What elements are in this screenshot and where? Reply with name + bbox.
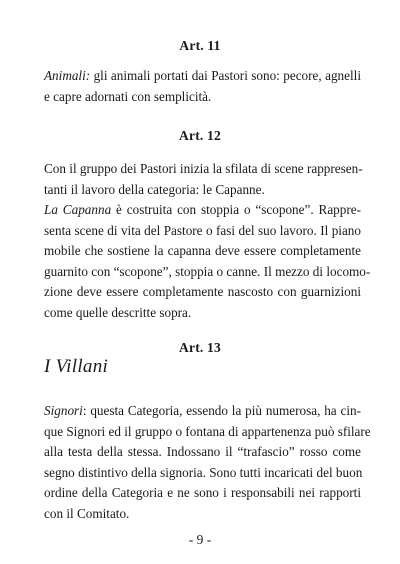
article-12-heading: Art. 12 [179,128,221,143]
text-line: que Signori ed il gruppo o fontana di appartenenza può sfilare [44,423,371,439]
text-line: alla testa della stessa. Indossano il “trafascio” rosso come [44,444,361,460]
text-line [44,401,361,422]
text-span: è costruita con stoppia o “scopone”. Rappre- [111,202,361,217]
text-line: ordine della Categoria e ne sono i responsabili nei rapporti [44,485,361,501]
page-number: - 9 - [188,532,212,547]
text-line: mobile che sostiene la capanna deve essere completamente [44,243,361,259]
text-span: : questa Categoria, essendo la più numerosa, ha cin- [82,403,361,418]
text-line: e capre adornati con semplicità. [44,88,212,104]
text-line: zione deve essere completamente nascosto con guarnizioni [44,284,361,300]
text-line: Con il gruppo dei Pastori inizia la sfilata di scene rappresen- [44,161,363,176]
section-title-villani: I Villani [44,356,109,377]
article-13-paragraph [44,401,371,525]
text-line: guarnito con “scopone”, stoppia o canne. Il mezzo di locomo- [44,263,371,279]
text-line [44,200,361,221]
article-12-paragraph-2 [44,200,371,324]
term-signori: Signori [44,403,83,418]
article-11-heading: Art. 11 [179,38,221,53]
text-line [44,66,361,87]
text-line: segno distintivo della signoria. Sono tutti incaricati del buon [44,464,363,480]
text-line: senta scene di vita del Pastore o fasi del suo lavoro. Il piano [44,222,361,238]
article-12-paragraph-1 [44,159,361,200]
text-span: gli animali portati dai Pastori sono: pecore, agnelli [90,68,361,83]
term-la-capanna: La Capanna [44,202,112,217]
article-13-heading: Art. 13 [179,340,221,355]
text-line: tanti il lavoro della categoria: le Capanne. [44,181,265,197]
text-line: con il Comitato. [44,505,130,521]
article-11-paragraph [44,66,361,107]
term-animali: Animali: [44,68,91,83]
text-line: come quelle descritte sopra. [44,304,192,320]
